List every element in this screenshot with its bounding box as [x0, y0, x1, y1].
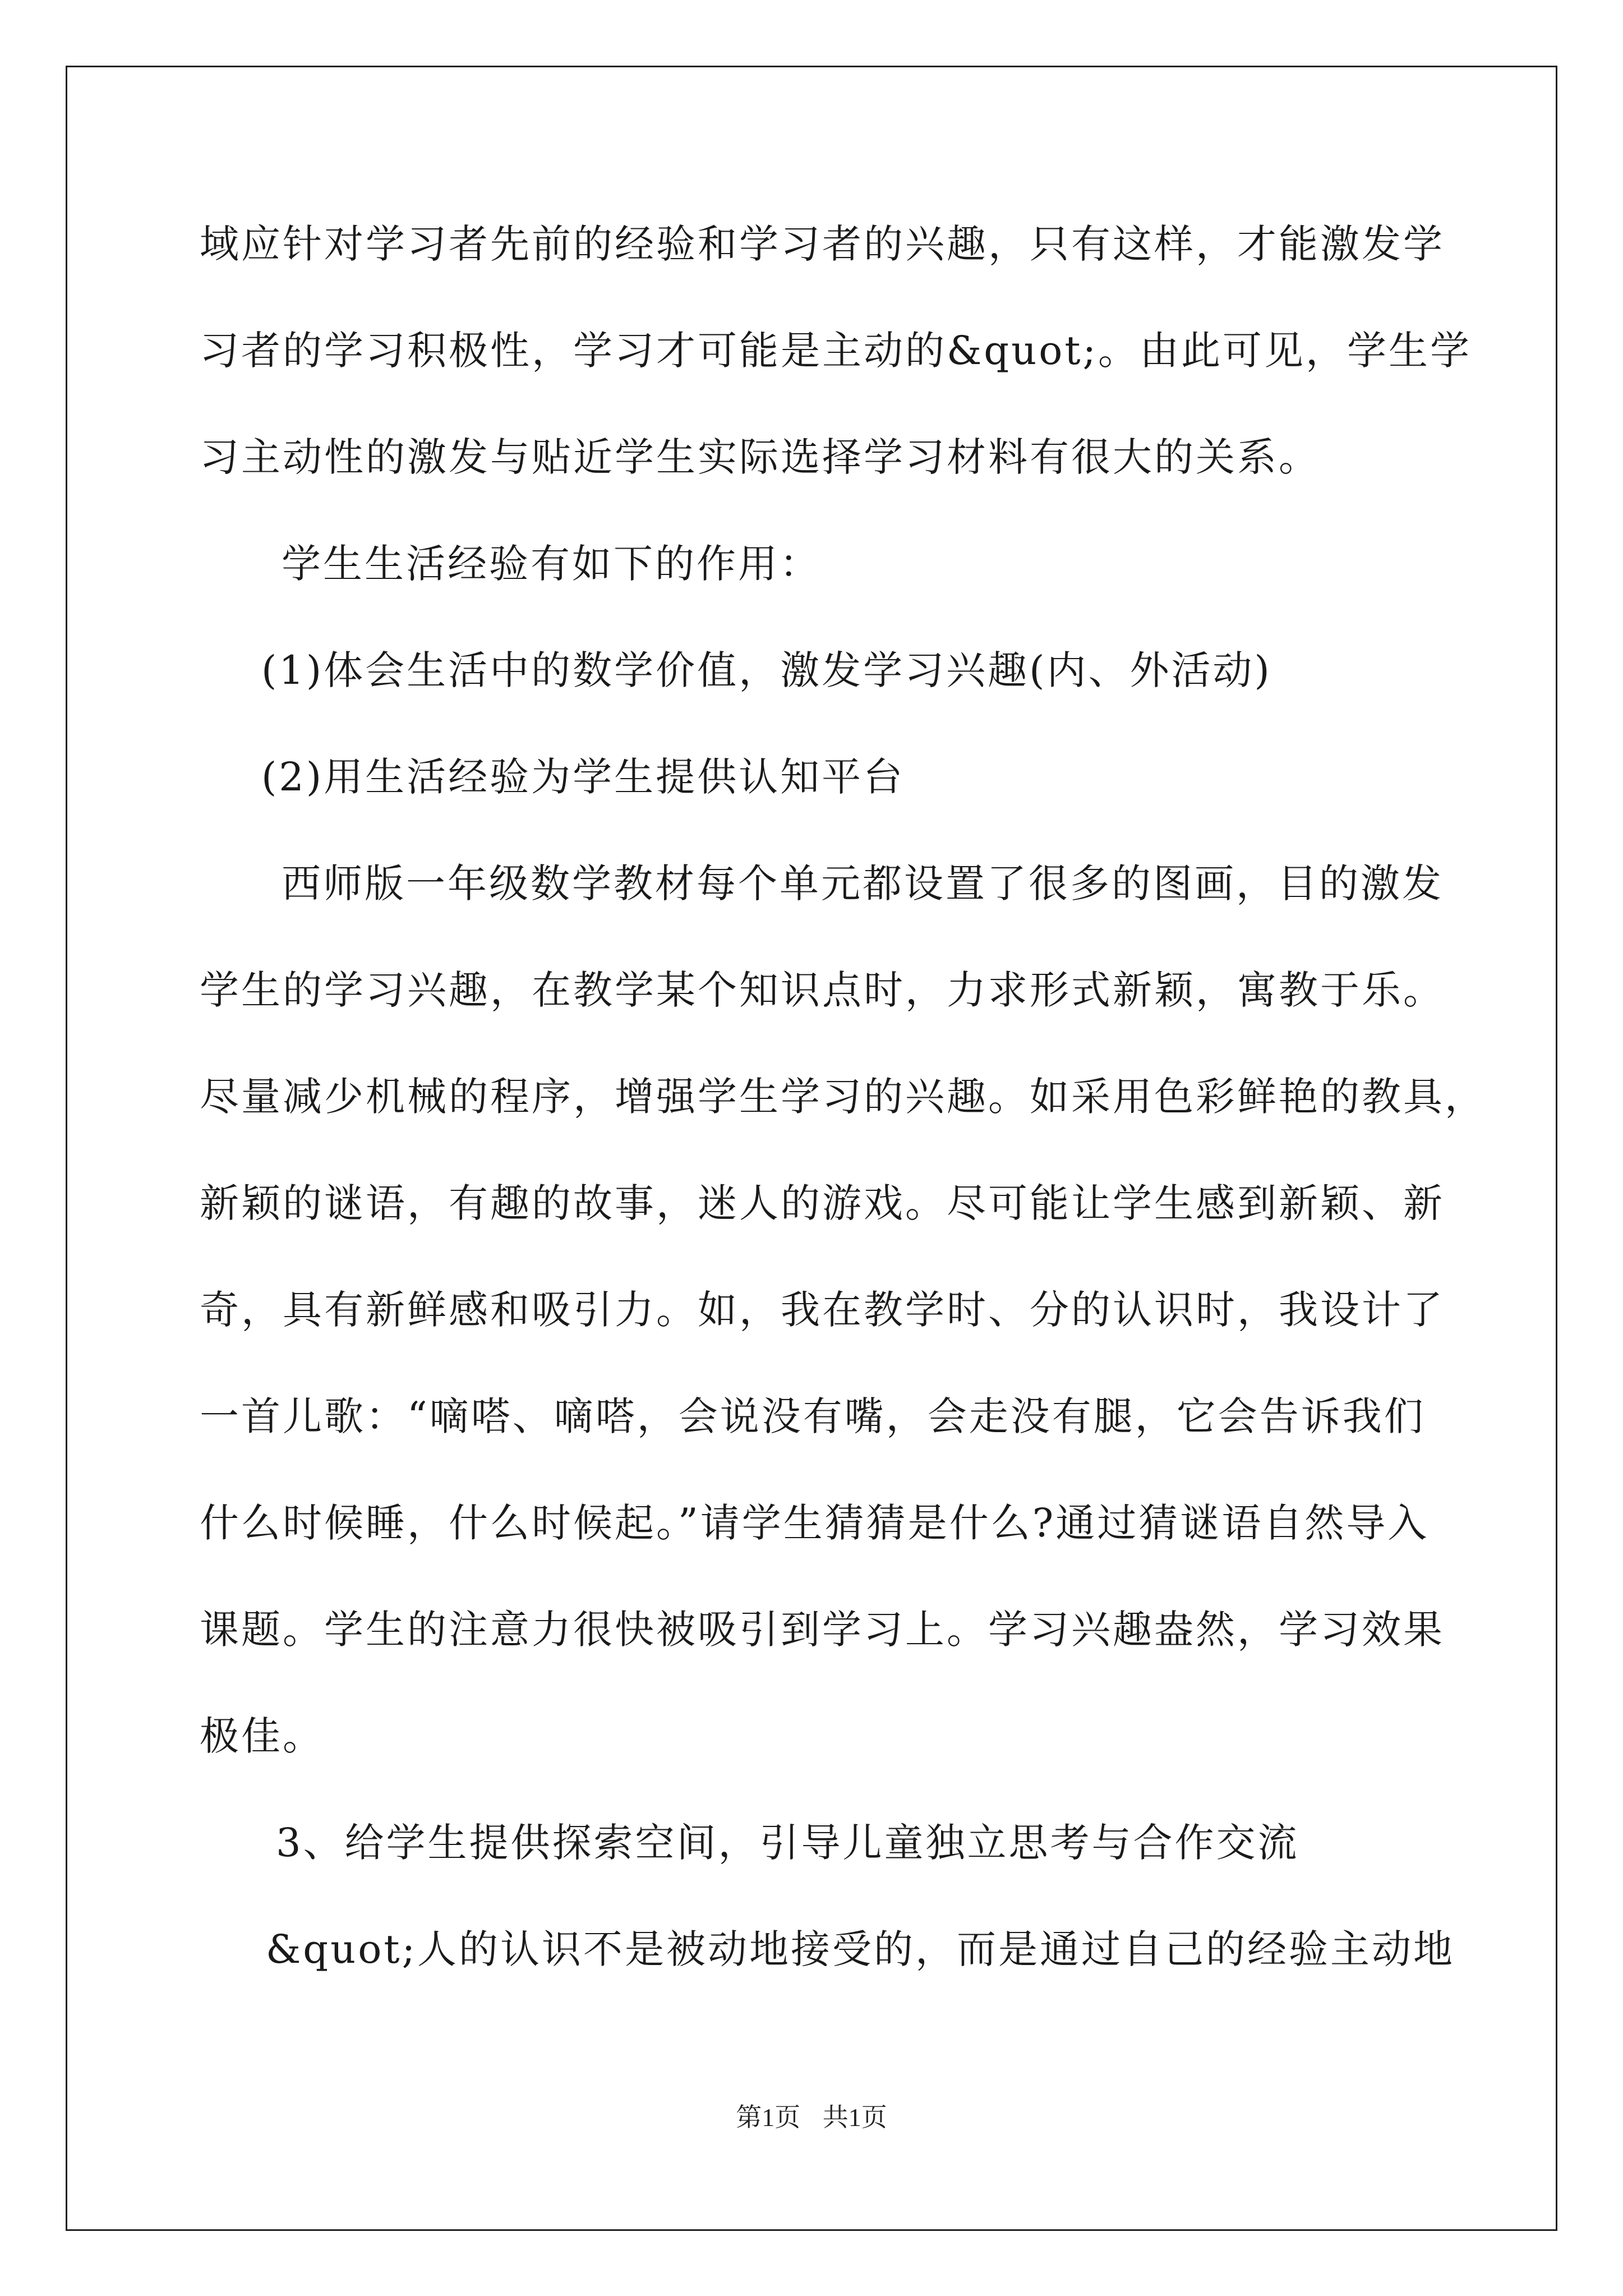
- text-line-10: 新颖的谜语，有趣的故事，迷人的游戏。尽可能让学生感到新颖、新: [200, 1180, 1445, 1226]
- text-line-9: 尽量减少机械的程序，增强学生学习的兴趣。如采用色彩鲜艳的教具，: [200, 1074, 1486, 1120]
- text-line-6: (2)用生活经验为学生提供认知平台: [261, 754, 905, 800]
- text-line-3: 习主动性的激发与贴近学生实际选择学习材料有很大的关系。: [200, 434, 1320, 480]
- text-line-11: 奇，具有新鲜感和吸引力。如，我在教学时、分的认识时，我设计了: [200, 1287, 1445, 1333]
- page-border: [66, 66, 1557, 2231]
- text-line-8: 学生的学习兴趣，在教学某个知识点时，力求形式新颖，寓教于乐。: [200, 967, 1445, 1013]
- text-line-17: &quot;人的认识不是被动地接受的，而是通过自己的经验主动地: [266, 1926, 1455, 1972]
- text-line-14: 课题。学生的注意力很快被吸引到学习上。学习兴趣盎然，学习效果: [200, 1607, 1445, 1653]
- text-line-5: (1)体会生活中的数学价值，激发学习兴趣(内、外活动): [261, 647, 1272, 693]
- page-total: 共1页: [822, 2103, 887, 2132]
- page-number: 第1页: [736, 2103, 801, 2132]
- text-line-4: 学生生活经验有如下的作用：: [282, 541, 821, 587]
- page-footer: [0, 2101, 1623, 2134]
- text-line-15: 极佳。: [200, 1713, 324, 1759]
- text-line-7: 西师版一年级数学教材每个单元都设置了很多的图画，目的激发: [282, 861, 1444, 907]
- text-line-16: 3、给学生提供探索空间，引导儿童独立思考与合作交流: [276, 1820, 1299, 1866]
- text-line-12: 一首儿歌：“嘀嗒、嘀嗒，会说没有嘴，会走没有腿，它会告诉我们: [200, 1393, 1426, 1439]
- text-line-2: 习者的学习积极性，学习才可能是主动的&quot;。由此可见，学生学: [200, 328, 1472, 374]
- text-line-13: 什么时候睡，什么时候起。”请学生猜猜是什么?通过猜谜语自然导入: [200, 1500, 1430, 1546]
- text-line-1: 域应针对学习者先前的经验和学习者的兴趣，只有这样，才能激发学: [200, 221, 1445, 267]
